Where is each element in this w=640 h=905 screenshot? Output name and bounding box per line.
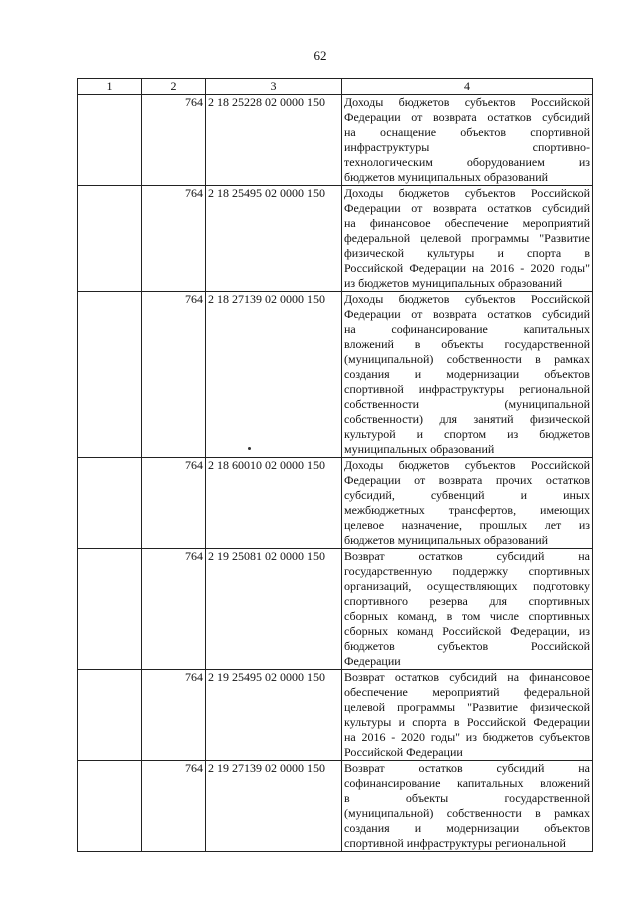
description-line: межбюджетных трансфертов, имеющих — [344, 503, 590, 517]
description-line: спортивного резерва для спортивных — [344, 594, 590, 608]
budget-code-cell: 2 19 25081 02 0000 150 — [206, 549, 342, 670]
description-line: Российской Федерации на 2016 - 2020 годы" — [344, 261, 590, 275]
description-line: собственности) для занятий физической — [344, 412, 590, 426]
description-line: Доходы бюджетов субъектов Российской — [344, 186, 590, 200]
col1-cell — [78, 761, 142, 852]
header-col-2: 2 — [142, 79, 206, 95]
admin-code-cell: 764 — [142, 670, 206, 761]
description-line: организаций, осуществляющих подготовку — [344, 579, 590, 593]
table-row — [78, 95, 593, 186]
col1-cell — [78, 549, 142, 670]
description-line: Федерации от возврата остатков субсидий — [344, 201, 590, 215]
table-row — [78, 458, 593, 549]
description-line: государственную поддержку спортивных — [344, 564, 590, 578]
description-cell — [342, 292, 593, 458]
description-cell — [342, 186, 593, 292]
admin-code-cell: 764 — [142, 186, 206, 292]
description-cell — [342, 670, 593, 761]
table-row — [78, 761, 593, 852]
admin-code-cell: 764 — [142, 292, 206, 458]
description-line: бюджетов муниципальных образований — [344, 533, 549, 547]
description-line: бюджетов муниципальных образований — [344, 170, 549, 184]
description-line: культурой и спортом из бюджетов — [344, 427, 590, 441]
admin-code-cell: 764 — [142, 458, 206, 549]
description-line: Доходы бюджетов субъектов Российской — [344, 292, 590, 306]
description-line: спортивной инфраструктуры региональной — [344, 382, 590, 396]
page-number: 62 — [313, 48, 327, 63]
description-line: на софинансирование капитальных — [344, 322, 590, 336]
description-line: Возврат остатков субсидий на финансовое — [344, 670, 590, 684]
description-cell — [342, 95, 593, 186]
description-line: из бюджетов муниципальных образований — [344, 276, 563, 290]
budget-code-cell: 2 19 25495 02 0000 150 — [206, 670, 342, 761]
description-line: Доходы бюджетов субъектов Российской — [344, 95, 590, 109]
table-row — [78, 292, 593, 458]
description-line: сборных команд Российской Федерации, из — [344, 624, 590, 638]
col1-cell — [78, 670, 142, 761]
description-line: Федерации от возврата прочих остатков — [344, 473, 590, 487]
description-line: сборных команд, в том числе спортивных — [344, 609, 590, 623]
description-line: Возврат остатков субсидий на — [344, 761, 590, 775]
description-line: технологическим оборудованием из — [344, 155, 590, 169]
budget-code-cell: 2 18 25495 02 0000 150 — [206, 186, 342, 292]
description-line: (муниципальной) собственности в рамках — [344, 806, 590, 820]
header-row — [78, 79, 593, 95]
table-row — [78, 670, 593, 761]
col1-cell — [78, 458, 142, 549]
description-line: целевое назначение, прошлых лет из — [344, 518, 590, 532]
header-col-4: 4 — [342, 79, 593, 95]
description-line: собственности (муниципальной — [344, 397, 590, 411]
description-line: софинансирование капитальных вложений — [344, 776, 590, 790]
header-col-3: 3 — [206, 79, 342, 95]
budget-code-cell: 2 18 60010 02 0000 150 — [206, 458, 342, 549]
description-line: муниципальных образований — [344, 442, 495, 456]
description-line: Федерации от возврата остатков субсидий — [344, 110, 590, 124]
description-line: создания и модернизации объектов — [344, 821, 590, 835]
description-cell — [342, 458, 593, 549]
table-row — [78, 549, 593, 670]
description-line: на оснащение объектов спортивной — [344, 125, 590, 139]
stray-mark — [248, 447, 251, 450]
admin-code-cell: 764 — [142, 549, 206, 670]
description-line: в объекты государственной — [344, 791, 590, 805]
description-line: Российской Федерации — [344, 745, 463, 759]
description-cell — [342, 549, 593, 670]
col1-cell — [78, 292, 142, 458]
description-line: субсидий, субвенций и иных — [344, 488, 590, 502]
col1-cell — [78, 186, 142, 292]
description-line: (муниципальной) собственности в рамках — [344, 352, 590, 366]
description-line: Федерации — [344, 654, 401, 668]
budget-code-cell: 2 18 27139 02 0000 150 — [206, 292, 342, 458]
description-line: физической культуры и спорта в — [344, 246, 590, 260]
description-line: Возврат остатков субсидий на — [344, 549, 590, 563]
description-line: культуры и спорта в Российской Федерации — [344, 715, 590, 729]
description-line: целевой программы "Развитие физической — [344, 700, 590, 714]
description-line: на 2016 - 2020 годы" из бюджетов субъектов — [344, 730, 590, 744]
description-line: федеральной целевой программы "Развитие — [344, 231, 590, 245]
description-line: Федерации от возврата остатков субсидий — [344, 307, 590, 321]
header-col-1: 1 — [78, 79, 142, 95]
description-line: создания и модернизации объектов — [344, 367, 590, 381]
budget-code-cell: 2 18 25228 02 0000 150 — [206, 95, 342, 186]
admin-code-cell: 764 — [142, 761, 206, 852]
admin-code-cell: 764 — [142, 95, 206, 186]
description-line: Доходы бюджетов субъектов Российской — [344, 458, 590, 472]
col1-cell — [78, 95, 142, 186]
description-line: на финансовое обеспечение мероприятий — [344, 216, 590, 230]
description-line: инфраструктуры спортивно- — [344, 140, 590, 154]
description-line: бюджетов субъектов Российской — [344, 639, 590, 653]
description-line: обеспечение мероприятий федеральной — [344, 685, 590, 699]
description-cell — [342, 761, 593, 852]
table-row — [78, 186, 593, 292]
budget-codes-table — [77, 78, 593, 852]
budget-code-cell: 2 19 27139 02 0000 150 — [206, 761, 342, 852]
description-line: спортивной инфраструктуры региональной — [344, 836, 566, 850]
description-line: вложений в объекты государственной — [344, 337, 590, 351]
